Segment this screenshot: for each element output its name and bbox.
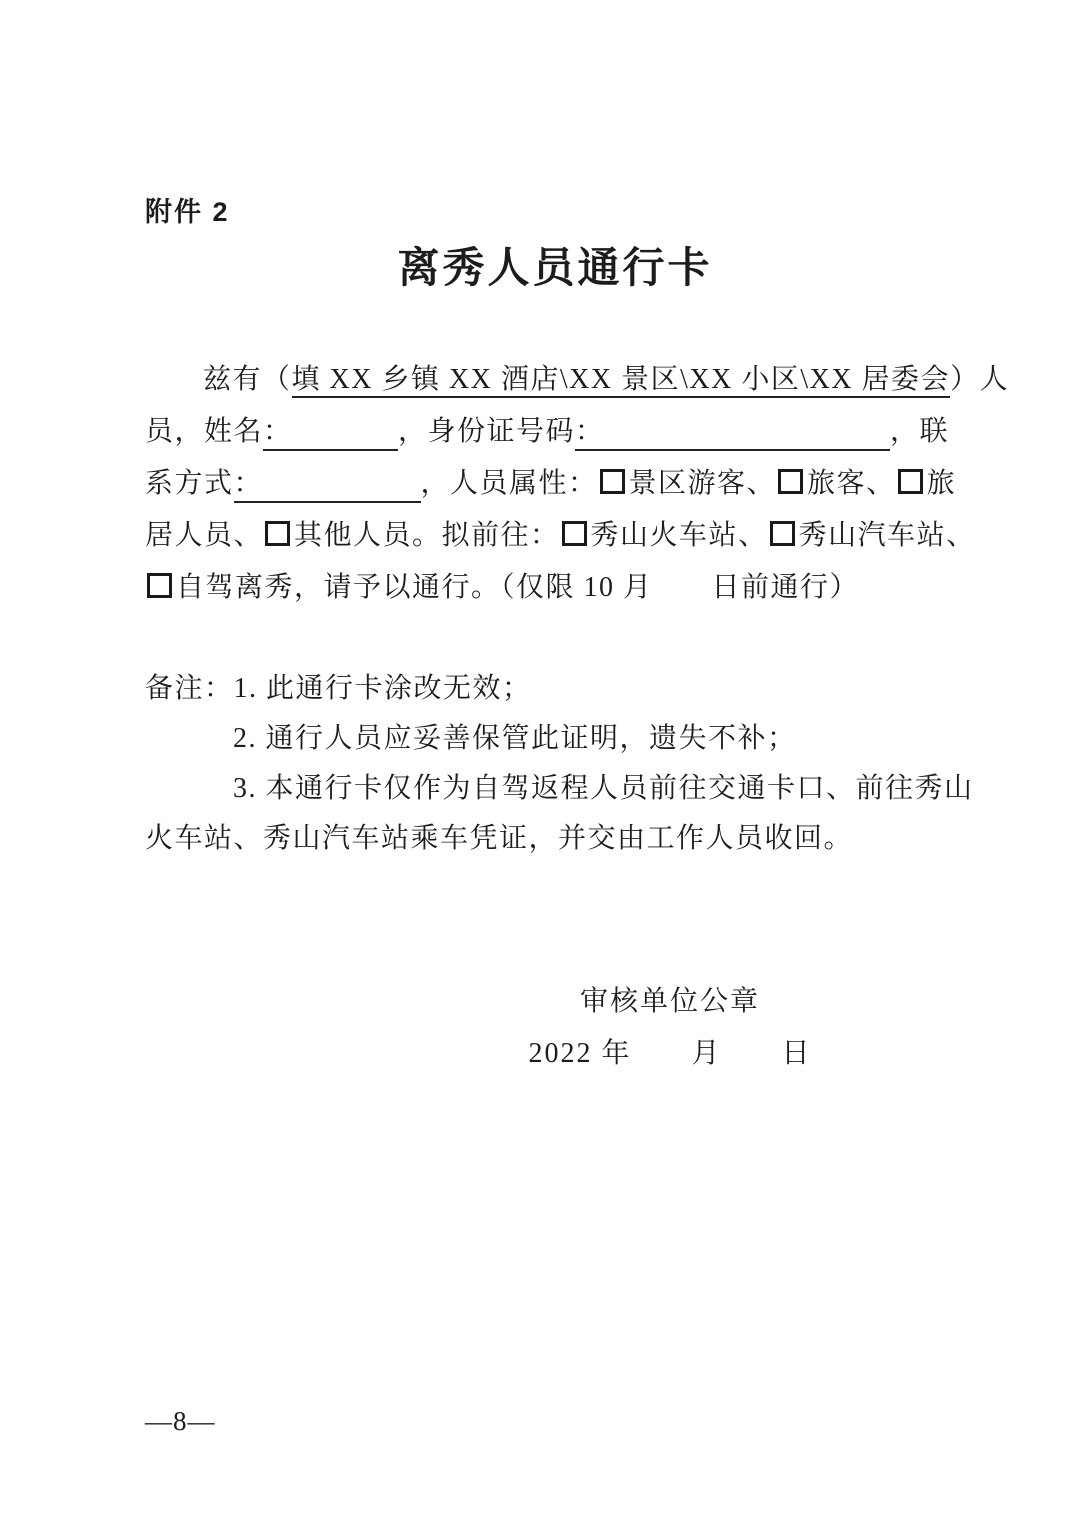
attachment-label: 附件 2 bbox=[145, 197, 230, 227]
checkbox-label-train-station: 秀山火车站 bbox=[590, 520, 739, 551]
checkbox-label-resident-part2: 居人员、 bbox=[145, 520, 264, 551]
id-number-blank-field: ： bbox=[575, 415, 890, 451]
checkbox-icon bbox=[147, 573, 172, 598]
destination-label: 。拟前往： bbox=[412, 520, 560, 551]
remarks-line-3 bbox=[145, 764, 974, 814]
intro-line1-pre: 兹有（ bbox=[203, 364, 292, 395]
checkbox-label-other-person: 其他人员 bbox=[294, 520, 413, 551]
remarks-line-4 bbox=[145, 814, 965, 864]
separator: 、 bbox=[946, 520, 976, 551]
remarks-section bbox=[145, 664, 974, 864]
intro-line2-tail: ，联 bbox=[890, 416, 950, 447]
person-type-label: ，人员属性： bbox=[420, 468, 598, 499]
checkbox-icon bbox=[562, 521, 587, 546]
page-title: 离秀人员通行卡 bbox=[397, 244, 713, 291]
name-label: 员，姓名 bbox=[145, 416, 264, 447]
intro-line1-post: ）人 bbox=[950, 364, 1010, 395]
intro-paragraph bbox=[145, 354, 1010, 614]
remark-item-2: 2. 通行人员应妥善保管此证明，遗失不补； bbox=[233, 723, 797, 754]
checkbox-label-resident-part1: 旅 bbox=[926, 468, 957, 499]
validity-note: ，请予以通行。（仅限 10 月 日前通行） bbox=[294, 572, 860, 603]
remark-item-1: 1. 此通行卡涂改无效； bbox=[233, 673, 532, 704]
contact-label: 系方式 bbox=[145, 468, 234, 499]
remark-item-3-part2: 火车站、秀山汽车站乘车凭证，并交由工作人员收回。 bbox=[145, 823, 854, 854]
seal-label: 审核单位公章 bbox=[579, 986, 760, 1017]
checkbox-icon bbox=[770, 521, 795, 546]
intro-line-4 bbox=[145, 510, 976, 562]
page-number: —8— bbox=[145, 1406, 216, 1436]
separator: 、 bbox=[746, 468, 777, 499]
intro-line-2 bbox=[145, 406, 965, 458]
remarks-label: 备注： bbox=[145, 673, 234, 704]
checkbox-icon bbox=[600, 469, 625, 494]
remarks-line-2 bbox=[145, 714, 965, 764]
separator: 、 bbox=[738, 520, 768, 551]
intro-line-3 bbox=[145, 458, 965, 510]
date-line: 2022 年 月 日 bbox=[528, 1038, 812, 1069]
checkbox-label-scenic-tourist: 景区游客 bbox=[628, 468, 747, 499]
checkbox-icon bbox=[265, 521, 290, 546]
name-blank-field: ： bbox=[263, 415, 398, 451]
checkbox-label-bus-station: 秀山汽车站 bbox=[798, 520, 947, 551]
id-number-label: ，身份证号码 bbox=[398, 416, 576, 447]
intro-line-5 bbox=[145, 562, 965, 614]
intro-line-1 bbox=[145, 354, 1010, 406]
source-place-underlined-text: 填 XX 乡镇 XX 酒店\XX 景区\XX 小区\XX 居委会 bbox=[292, 364, 951, 398]
checkbox-icon bbox=[778, 469, 803, 494]
remark-item-3-part1: 3. 本通行卡仅作为自驾返程人员前往交通卡口、前往秀山 bbox=[233, 773, 974, 804]
checkbox-label-self-driving: 自驾离秀 bbox=[176, 572, 295, 603]
contact-blank-field: ： bbox=[234, 467, 421, 503]
separator: 、 bbox=[866, 468, 896, 499]
checkbox-label-traveler: 旅客 bbox=[807, 468, 867, 499]
signature-block bbox=[435, 976, 905, 1080]
checkbox-icon bbox=[898, 469, 923, 494]
remarks-line-1 bbox=[145, 664, 965, 714]
